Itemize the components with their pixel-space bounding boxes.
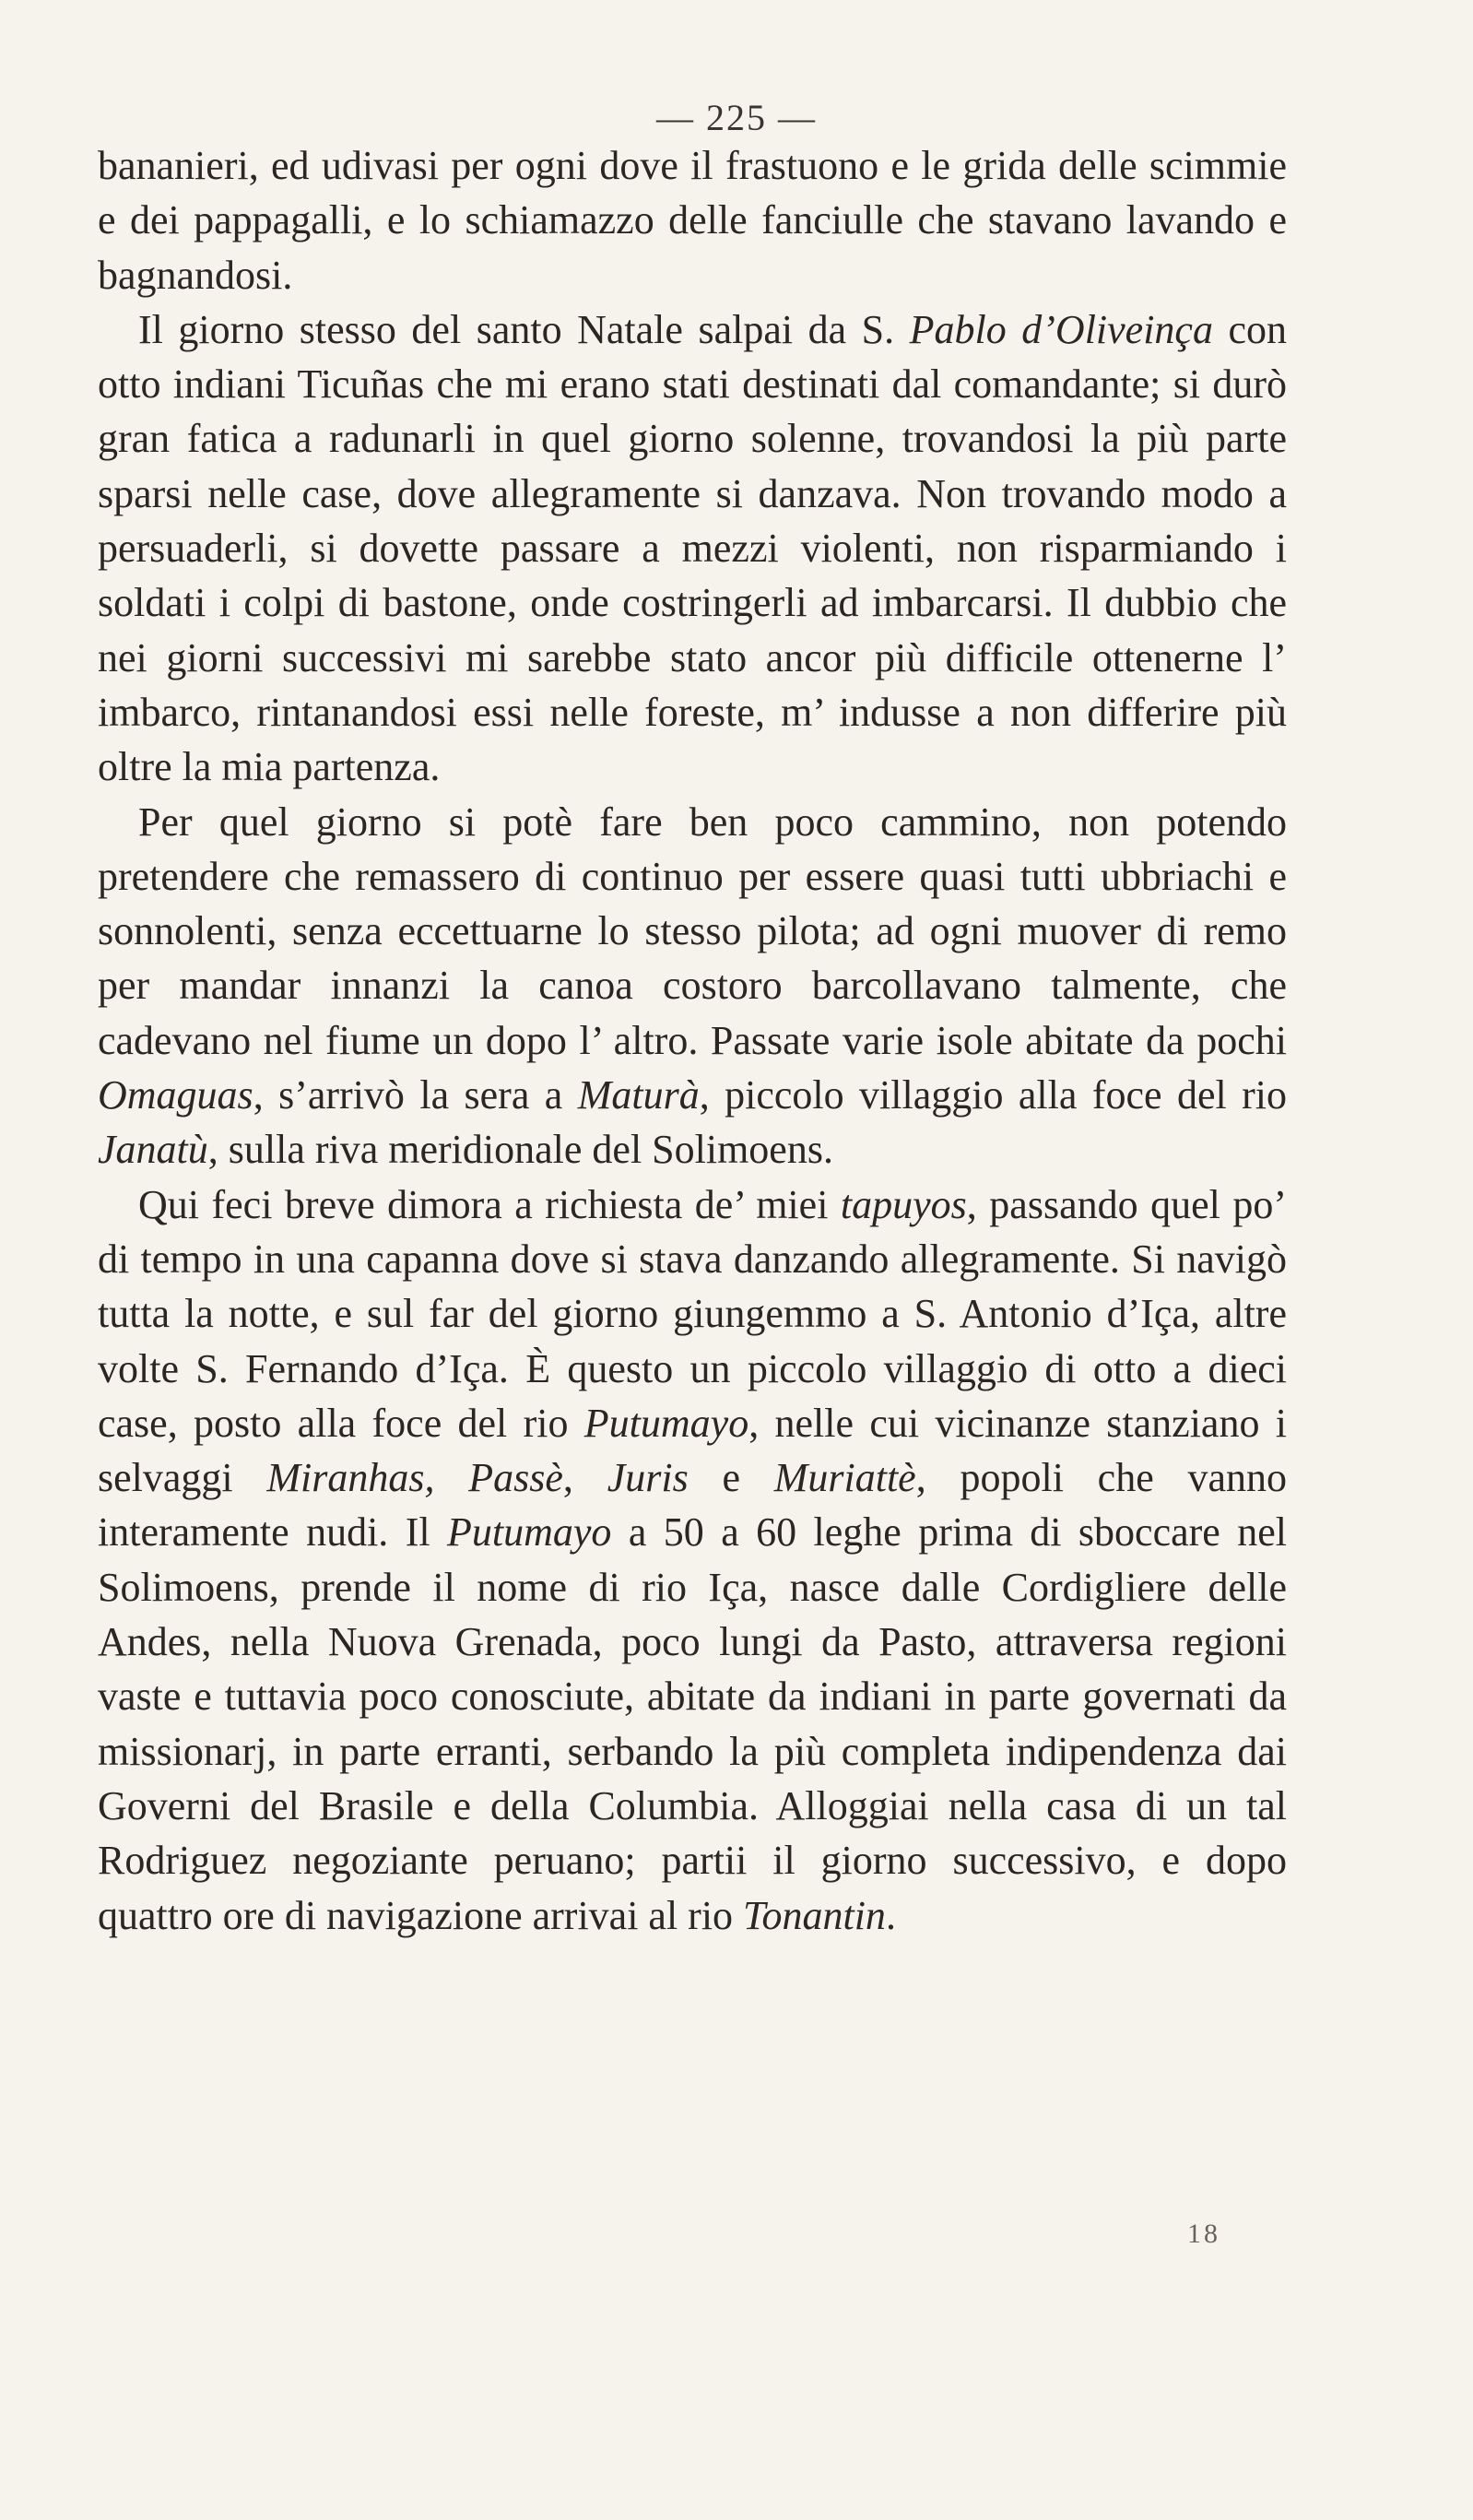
italic-term: Juris (607, 1455, 689, 1501)
text-run: e (688, 1455, 774, 1501)
paragraph (98, 302, 1287, 795)
body-text (98, 138, 1287, 1943)
text-run: , piccolo villaggio alla foce del rio (699, 1072, 1287, 1118)
italic-term: Omaguas (98, 1072, 253, 1118)
text-run: con otto indiani Ticuñas che mi erano stati destinati dal comandante; si durò gran fatica a radunarli in quel giorno solenne, trovandosi la più parte sparsi nelle case, dove allegramente si danzava. Non trovando modo a persuaderli, si dovette passare a mezzi violenti, non risparmiando i soldati i colpi di bastone, onde costringerli ad imbarcarsi. Il dubbio che nei giorni successivi mi sarebbe stato ancor più difficile ottenerne l’ imbarco, rintanandosi essi nelle foreste, m’ indusse a non differire più oltre la mia partenza. (98, 306, 1288, 790)
text-run: Qui feci breve dimora a richiesta de’ miei (138, 1181, 841, 1227)
italic-term: Pablo d’Oliveinça (909, 306, 1213, 352)
text-run: , passando quel po’ di tempo in una capanna dove si stava danzando allegramente. Si navigò tutta la notte, e sul far del giorno giungemmo a S. Antonio d’Iça, altre volte S. Fernando d’Iça. È questo un piccolo villaggio di otto a dieci case, posto alla foce del rio (98, 1181, 1287, 1446)
text-run: , sulla riva meridionale del Solimoens. (207, 1127, 833, 1173)
italic-term: Putumayo (447, 1509, 612, 1556)
signature-mark: 18 (1187, 2218, 1220, 2249)
text-run: Per quel giorno si potè fare ben poco cammino, non potendo pretendere che remassero di continuo per essere quasi tutti ubbriachi e sonnolenti, senza eccettuarne lo stesso pilota; ad ogni muover di remo per mandar innanzi la canoa costoro barcollavano talmente, che cadevano nel fiume un dopo l’ altro. Passate varie isole abitate da pochi (98, 799, 1287, 1063)
italic-term: Miranhas, Passè (266, 1455, 563, 1501)
text-run: , s’arrivò la sera a (253, 1072, 578, 1118)
italic-term: Maturà (577, 1072, 700, 1118)
text-run: Il giorno stesso del santo Natale salpai da S. (138, 306, 910, 352)
italic-term: Muriattè (773, 1455, 916, 1501)
italic-term: Putumayo (583, 1400, 749, 1446)
italic-term: Janatù (98, 1127, 208, 1173)
text-run: . (885, 1892, 896, 1938)
text-run: a 50 a 60 leghe prima di sboccare nel Solimoens, prende il nome di rio Iça, nasce dalle Cordigliere delle Andes, nella Nuova Grenada, poco lungi da Pasto, attraversa regioni vaste e tuttavia poco conosciute, abitate da indiani in parte governati da missionarj, in parte erranti, serbando la più completa indipendenza dai Governi del Brasile e della Columbia. Alloggiai nella casa di un tal Rodriguez negoziante peruano; partii il giorno successivo, e dopo quattro ore di navigazione arrivai al rio (98, 1509, 1287, 1938)
italic-term: Tonantin (743, 1892, 886, 1938)
text-run: , popoli che vanno interamente nudi. Il (98, 1455, 1288, 1556)
italic-term: tapuyos (840, 1181, 967, 1227)
paragraph (98, 138, 1287, 302)
paragraph (98, 795, 1287, 1177)
text-run: , (562, 1455, 607, 1501)
page-number: — 225 — (656, 97, 817, 138)
text-run: , nelle cui vicinanze stanziano i selvaggi (98, 1400, 1287, 1501)
text-run: bananieri, ed udivasi per ogni dove il frastuono e le grida delle scimmie e dei pappagalli, e lo schiamazzo delle fanciulle che stavano lavando e bagnandosi. (98, 143, 1287, 298)
paragraph (98, 1177, 1287, 1943)
